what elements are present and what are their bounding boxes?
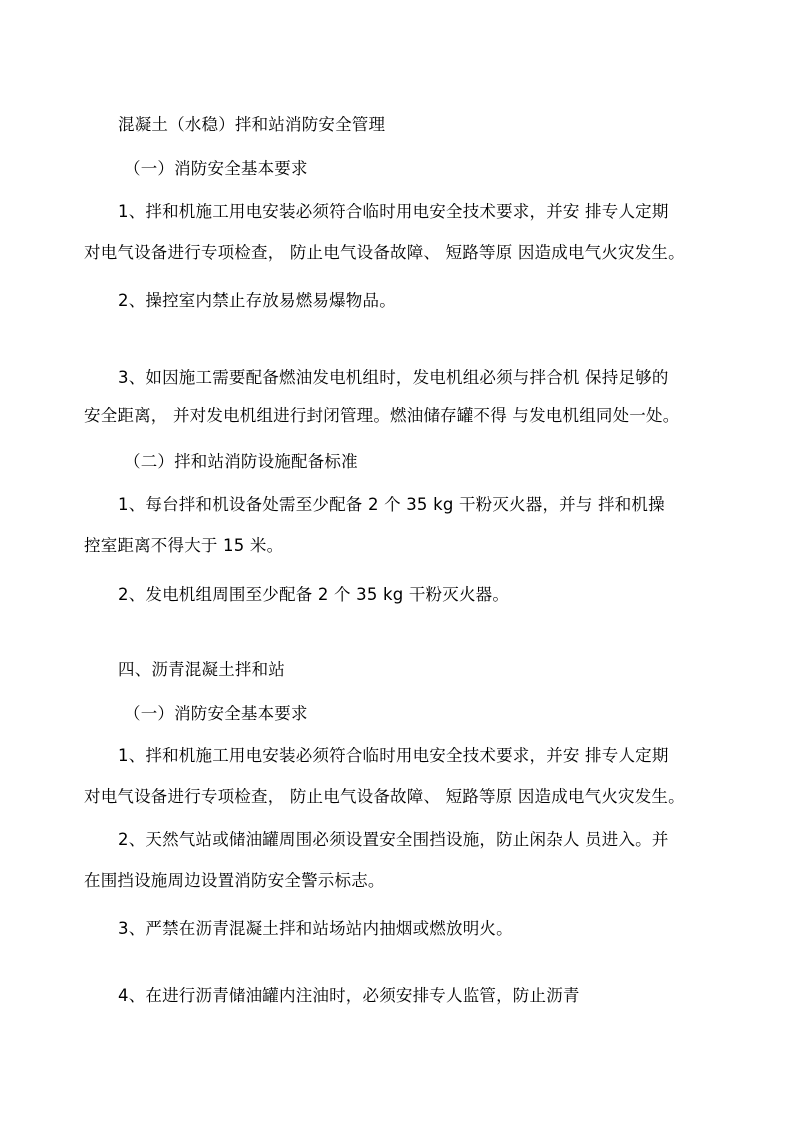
subsection-heading: （一）消防安全基本要求 [124, 159, 308, 178]
paragraph-line: 3、如因施工需要配备燃油发电机组时，发电机组必须与拌合机 保持足够的 [118, 368, 669, 387]
paragraph-line: 3、严禁在沥青混凝土拌和站场站内抽烟或燃放明火。 [118, 919, 513, 938]
paragraph-line: 对电气设备进行专项检查， 防止电气设备故障、 短路等原 因造成电气火灾发生。 [84, 243, 685, 262]
paragraph-line: 2、操控室内禁止存放易燃易爆物品。 [118, 291, 396, 310]
paragraph-line: 控室距离不得大于 15 米。 [84, 536, 284, 555]
subsection-heading: （一）消防安全基本要求 [124, 704, 308, 723]
paragraph-line: 2、天然气站或储油罐周围必须设置安全围挡设施，防止闲杂人 员进入。并 [118, 830, 669, 849]
paragraph-line: 在围挡设施周边设置消防安全警示标志。 [84, 871, 385, 890]
paragraph-line: 1、每台拌和机设备处需至少配备 2 个 35 kg 干粉灭火器，并与 拌和机操 [118, 495, 665, 514]
paragraph-line: 2、发电机组周围至少配备 2 个 35 kg 干粉灭火器。 [118, 585, 510, 604]
subsection-heading: （二）拌和站消防设施配备标准 [124, 452, 358, 471]
section-title: 四、沥青混凝土拌和站 [118, 660, 285, 679]
section-title: 混凝土（水稳）拌和站消防安全管理 [118, 115, 386, 134]
paragraph-line: 1、拌和机施工用电安装必须符合临时用电安全技术要求，并安 排专人定期 [118, 746, 669, 765]
paragraph-line: 4、在进行沥青储油罐内注油时，必须安排专人监管，防止沥青 [118, 986, 580, 1005]
paragraph-line: 安全距离， 并对发电机组进行封闭管理。燃油储存罐不得 与发电机组同处一处。 [84, 406, 680, 425]
paragraph-line: 对电气设备进行专项检查， 防止电气设备故障、 短路等原 因造成电气火灾发生。 [84, 787, 685, 806]
paragraph-line: 1、拌和机施工用电安装必须符合临时用电安全技术要求，并安 排专人定期 [118, 202, 669, 221]
